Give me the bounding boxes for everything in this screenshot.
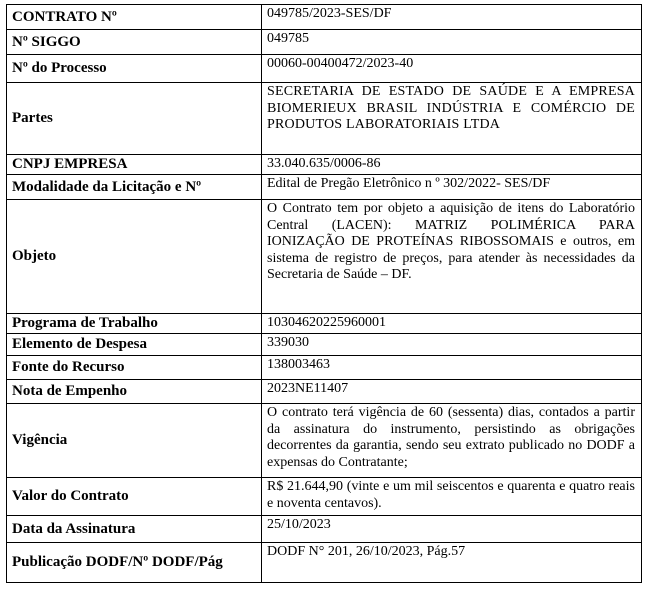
row-programa (7, 314, 642, 334)
label-elemento: Elemento de Despesa (7, 334, 262, 356)
row-contrato (7, 5, 642, 30)
row-vigencia (7, 404, 642, 478)
value-data-assinatura: 25/10/2023 (262, 516, 642, 543)
row-partes (7, 83, 642, 155)
value-modalidade: Edital de Pregão Eletrônico n º 302/2022- SES/DF (262, 175, 642, 200)
row-siggo (7, 30, 642, 55)
row-processo (7, 55, 642, 83)
label-partes: Partes (7, 83, 262, 155)
label-valor: Valor do Contrato (7, 478, 262, 516)
row-empenho (7, 380, 642, 404)
label-publicacao: Publicação DODF/Nº DODF/Pág (7, 543, 262, 583)
label-siggo: Nº SIGGO (7, 30, 262, 55)
label-cnpj: CNPJ EMPRESA (7, 155, 262, 175)
value-vigencia: O contrato terá vigência de 60 (sessenta) dias, contados a partir da assinatura do instrumento, persistindo as obrigações decorrentes da garantia, sendo seu extrato publicado no DODF a expensas do Contratante; (262, 404, 642, 478)
row-objeto (7, 200, 642, 314)
row-fonte (7, 356, 642, 380)
row-cnpj (7, 155, 642, 175)
value-valor: R$ 21.644,90 (vinte e um mil seiscentos e quarenta e quatro reais e noventa centavos). (262, 478, 642, 516)
row-publicacao (7, 543, 642, 583)
value-contrato: 049785/2023-SES/DF (262, 5, 642, 30)
label-processo: Nº do Processo (7, 55, 262, 83)
value-programa: 10304620225960001 (262, 314, 642, 334)
contract-summary-table (6, 4, 642, 583)
label-modalidade: Modalidade da Licitação e Nº (7, 175, 262, 200)
value-fonte: 138003463 (262, 356, 642, 380)
row-valor (7, 478, 642, 516)
value-partes: SECRETARIA DE ESTADO DE SAÚDE E A EMPRESA BIOMERIEUX BRASIL INDÚSTRIA E COMÉRCIO DE PRODUTOS LABORATORIAIS LTDA (262, 83, 642, 155)
label-fonte: Fonte do Recurso (7, 356, 262, 380)
value-cnpj: 33.040.635/0006-86 (262, 155, 642, 175)
label-empenho: Nota de Empenho (7, 380, 262, 404)
label-objeto: Objeto (7, 200, 262, 314)
value-empenho: 2023NE11407 (262, 380, 642, 404)
row-data-assinatura (7, 516, 642, 543)
row-modalidade (7, 175, 642, 200)
label-programa: Programa de Trabalho (7, 314, 262, 334)
value-publicacao: DODF N° 201, 26/10/2023, Pág.57 (262, 543, 642, 583)
value-objeto: O Contrato tem por objeto a aquisição de itens do Laboratório Central (LACEN): MATRIZ POLIMÉRICA PARA IONIZAÇÃO DE PROTEÍNAS RIBOSSOMAIS e outros, em sistema de registro de preços, para atender às necessidades da Secretaria de Saúde – DF. (262, 200, 642, 314)
value-siggo: 049785 (262, 30, 642, 55)
value-processo: 00060-00400472/2023-40 (262, 55, 642, 83)
label-contrato: CONTRATO Nº (7, 5, 262, 30)
row-elemento (7, 334, 642, 356)
label-data-assinatura: Data da Assinatura (7, 516, 262, 543)
label-vigencia: Vigência (7, 404, 262, 478)
value-elemento: 339030 (262, 334, 642, 356)
